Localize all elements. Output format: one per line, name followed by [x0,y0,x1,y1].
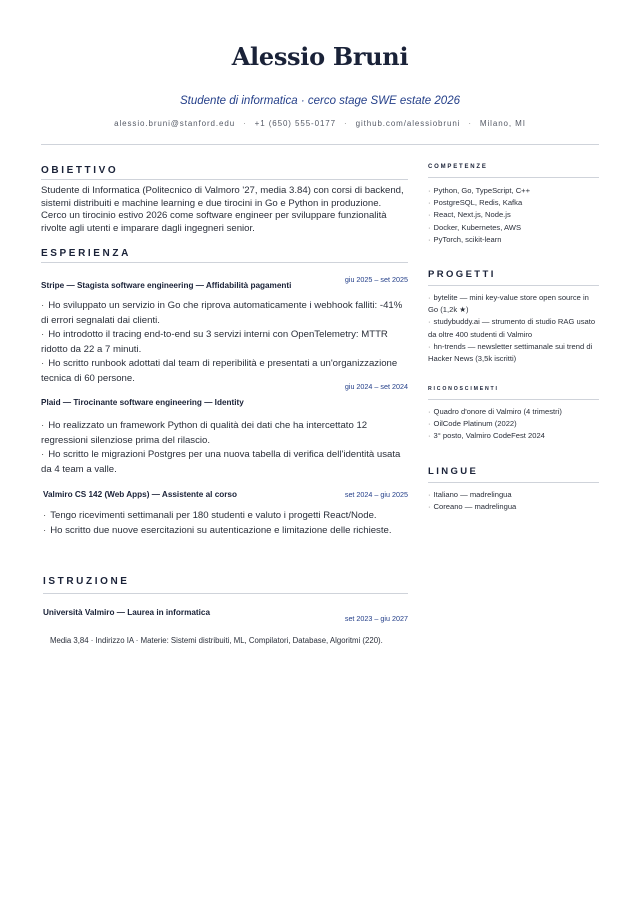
job-bullet: · Ho scritto due nuove esercitazioni su autenticazione e limitazione delle richieste. [43,524,392,536]
candidate-name: Alessio Bruni [231,42,409,71]
job-bullets [41,299,408,386]
job-heading: Plaid — Tirocinante software engineering — Identity [41,398,244,407]
education-dates: set 2023 – giu 2027 [344,614,408,623]
skills-title: COMPETENZE [428,164,488,170]
awards-section [428,386,599,443]
job-heading: Stripe — Stagista software engineering — Affidabilità pagamenti [41,281,292,290]
job-bullets [41,419,408,477]
project-item: · bytelite — mini key-value store open source in Go (1,2k ★) [428,293,589,315]
education-heading: Università Valmiro — Laurea in informatica [43,608,211,617]
language-item: · Coreano — madrelingua [428,502,517,512]
job-dates: set 2024 – giu 2025 [344,490,408,499]
job-heading: Valmiro CS 142 (Web Apps) — Assistente al corso [43,490,237,499]
contact-location: Milano, MI [479,119,526,128]
objective-section [41,165,408,235]
project-item: · studybuddy.ai — strumento di studio RAG usato da oltre 400 studenti di Valmiro [428,317,596,339]
languages-divider [428,482,599,483]
job-role: Stagista software engineering — Affidabilità pagamenti [76,281,292,290]
projects-title: PROGETTI [428,269,496,280]
job-org: Valmiro CS 142 (Web Apps) [43,490,150,499]
contact-line: alessio.bruni@stanford.edu · +1 (650) 555-0177 · github.com/alessiobruni · Milano, MI [114,119,526,128]
award-item: · OilCode Platinum (2022) [428,419,517,429]
job-org: Stripe [41,281,65,290]
projects-divider [428,285,599,286]
awards-title: RICONOSCIMENTI [428,386,499,392]
skills-section [428,164,599,246]
award-item: · Quadro d'onore di Valmiro (4 trimestri) [428,407,562,416]
projects-section [428,269,599,365]
skill-item: · Docker, Kubernetes, AWS [428,222,522,232]
objective-divider [41,179,408,180]
job-role: Tirocinante software engineering — Identity [73,398,244,407]
job-bullet: · Ho introdotto il tracing end-to-end su 3 servizi interni con OpenTelemetry: MTTR ridotto da 22 a 7 minuti. [41,329,388,355]
job-bullet: · Ho scritto runbook adottati dal team di reperibilità e presentati a un'organizzazione tecnica di 60 persone. [41,358,398,384]
job-bullet: · Ho sviluppato un servizio in Go che riprova automaticamente i webhook falliti: -41% di errori segnalati dai clienti. [41,300,403,326]
job-bullet: · Ho realizzato un framework Python di qualità dei dati che ha intercettato 12 regressioni silenziose prima del rilascio. [41,420,368,446]
project-item: · hn-trends — newsletter settimanale sui trend di Hacker News (3,5k iscritti) [428,341,593,364]
skill-item: · PostgreSQL, Redis, Kafka [428,198,523,208]
job-bullet: · Tengo ricevimenti settimanali per 180 studenti e valuto i progetti React/Node. [43,510,377,521]
education-section [43,576,408,645]
objective-text: Studente di Informatica (Politecnico di Valmoro '27, media 3.84) con corsi di backend, sistemi distribuiti e machine learning e due tirocini in Go e Python in produzione. Cerco un tirocinio estivo 2026 come software engineer per sviluppare funzionalità rivolte agli utenti e imparare dagli ingegneri senior. [41,185,404,234]
skill-item: · PyTorch, scikit-learn [428,234,502,244]
awards-divider [428,399,599,400]
tagline: Studente di informatica · cerco stage SWE estate 2026 [180,95,460,107]
contact-email[interactable]: alessio.bruni@stanford.edu [114,119,236,128]
header-divider [41,144,599,145]
language-item: · Italiano — madrelingua [428,490,512,499]
job-bullet: · Ho scritto le migrazioni Postgres per una nuova tabella di verifica dell'identità usata da 4 team a valle. [41,449,401,475]
languages-title: LINGUE [428,466,479,477]
job-dates: giu 2025 – set 2025 [344,275,408,284]
experience-title: ESPERIENZA [41,248,131,259]
education-details: Media 3,84 · Indirizzo IA · Materie: Sistemi distribuiti, ML, Compilatori, Database, Algoritmi (220). [50,636,383,645]
contact-phone[interactable]: +1 (650) 555-0177 [254,119,337,128]
languages-list [428,489,599,513]
skill-item: · Python, Go, TypeScript, C++ [428,186,531,195]
award-item: · 3° posto, Valmiro CodeFest 2024 [428,431,545,441]
skill-item: · React, Next.js, Node.js [428,210,511,220]
job-org: Plaid [41,398,61,407]
education-divider [43,593,408,594]
job-dates: giu 2024 – set 2024 [344,382,408,391]
languages-section [428,466,599,513]
experience-divider [41,262,408,263]
projects-list [428,292,599,365]
education-school: Università Valmiro [43,608,115,617]
skills-divider [428,177,599,178]
skills-list [428,185,599,246]
job-role: Assistente al corso [161,490,237,499]
experience-section [41,248,408,263]
job-bullets [43,509,410,538]
awards-list [428,406,599,443]
objective-title: OBIETTIVO [41,165,119,176]
education-title: ISTRUZIONE [43,576,130,587]
contact-github[interactable]: github.com/alessiobruni [355,119,461,128]
education-degree: Laurea in informatica [127,608,211,617]
